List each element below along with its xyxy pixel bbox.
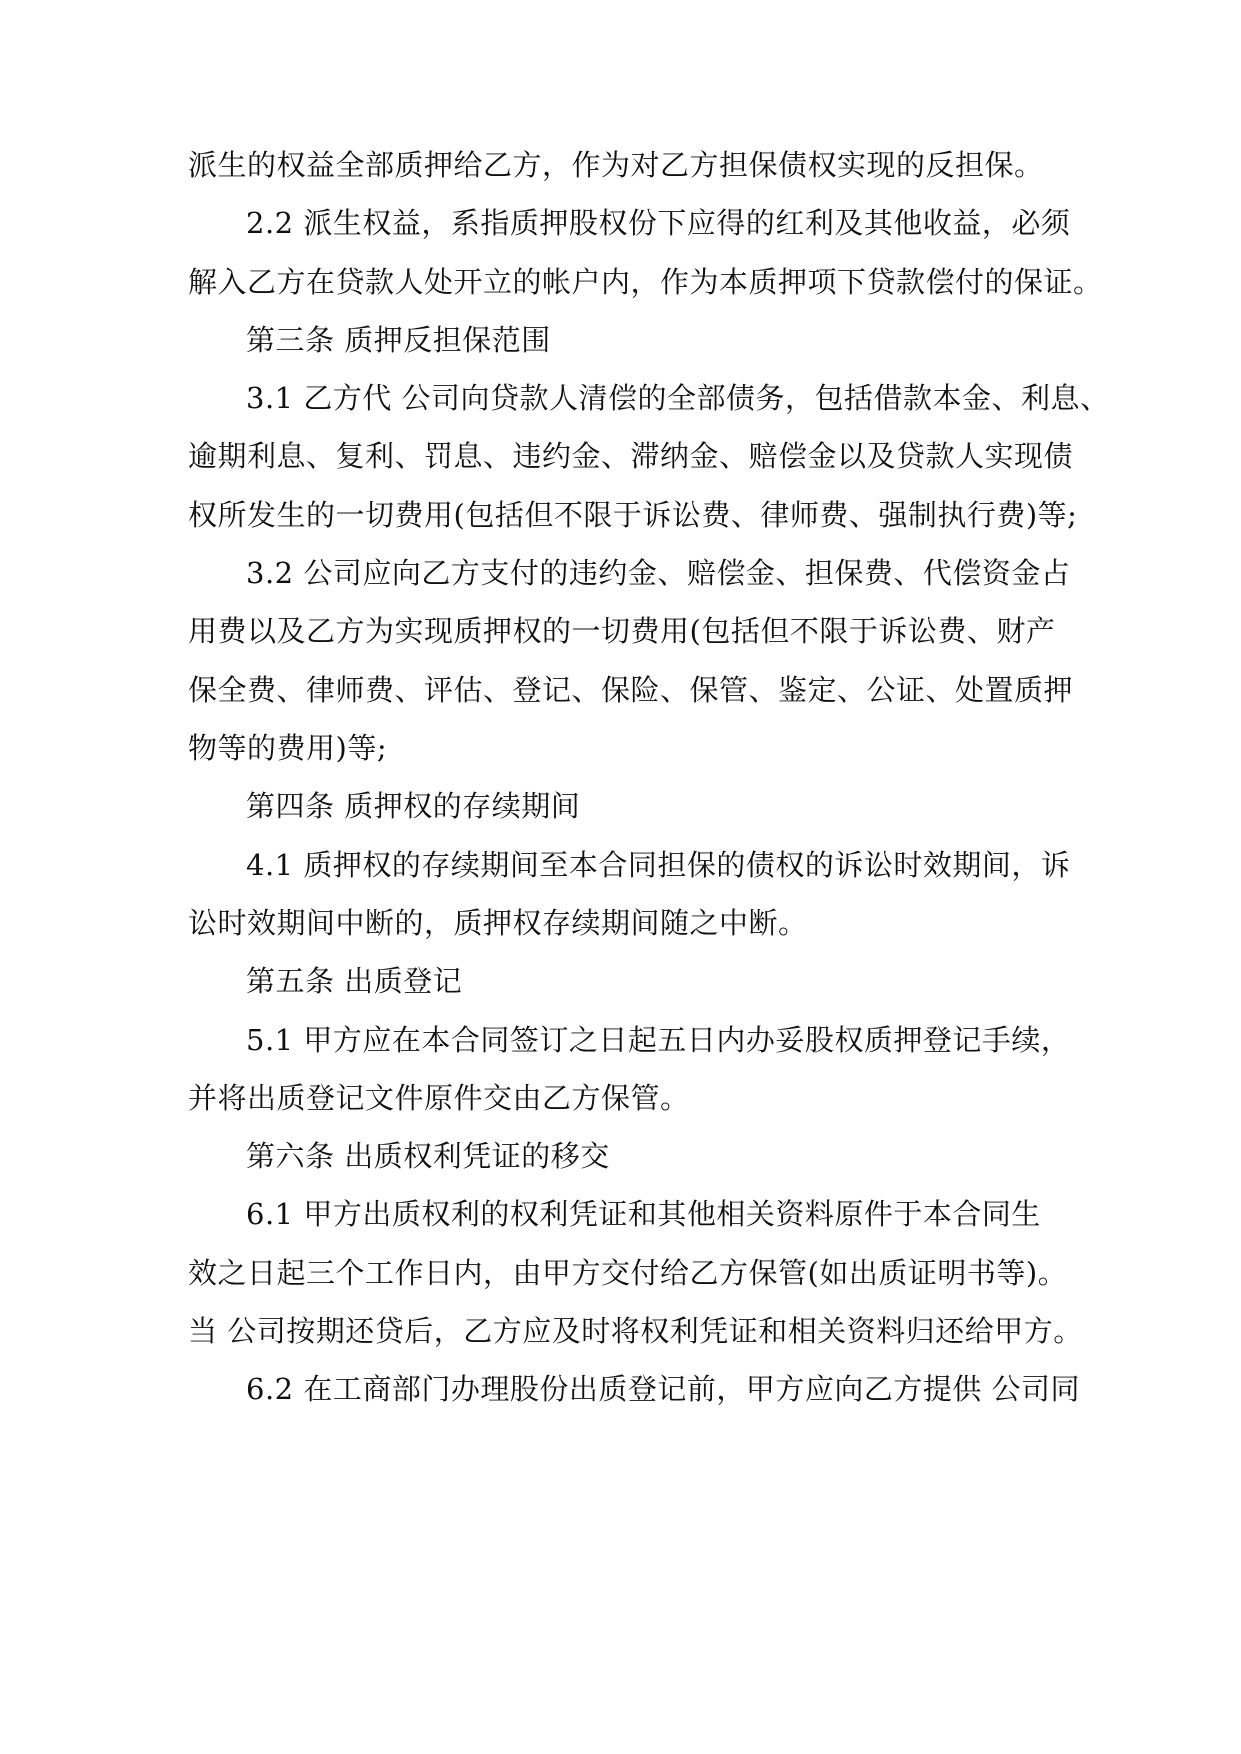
text-line: 保全费、律师费、评估、登记、保险、保管、鉴定、公证、处置质押 <box>188 673 1074 707</box>
text-line: 权所发生的一切费用(包括但不限于诉讼费、律师费、强制执行费)等; <box>188 498 1078 532</box>
text-line: 派生的权益全部质押给乙方，作为对乙方担保债权实现的反担保。 <box>188 148 1044 182</box>
clause-6-2: 6.2 在工商部门办理股份出质登记前，甲方应向乙方提供 公司同 <box>246 1372 1081 1406</box>
article-5-heading: 第五条 出质登记 <box>246 964 463 998</box>
clause-6-1: 6.1 甲方出质权利的权利凭证和其他相关资料原件于本合同生 <box>246 1197 1041 1231</box>
text-line: 逾期利息、复利、罚息、违约金、滞纳金、赔偿金以及贷款人实现债 <box>188 439 1074 473</box>
clause-5-1: 5.1 甲方应在本合同签订之日起五日内办妥股权质押登记手续， <box>246 1023 1071 1057</box>
clause-3-1: 3.1 乙方代 公司向贷款人清偿的全部债务，包括借款本金、利息、 <box>246 381 1110 415</box>
article-6-heading: 第六条 出质权利凭证的移交 <box>246 1139 610 1173</box>
article-4-heading: 第四条 质押权的存续期间 <box>246 789 581 823</box>
text-line: 讼时效期间中断的，质押权存续期间随之中断。 <box>188 906 808 940</box>
text-line: 用费以及乙方为实现质押权的一切费用(包括但不限于诉讼费、财产 <box>188 614 1056 648</box>
text-line: 解入乙方在贷款人处开立的帐户内，作为本质押项下贷款偿付的保证。 <box>188 265 1103 299</box>
text-line: 物等的费用)等; <box>188 731 388 765</box>
clause-4-1: 4.1 质押权的存续期间至本合同担保的债权的诉讼时效期间，诉 <box>246 848 1071 882</box>
text-line: 当 公司按期还贷后，乙方应及时将权利凭证和相关资料归还给甲方。 <box>188 1314 1083 1348</box>
clause-2-2: 2.2 派生权益，系指质押股权份下应得的红利及其他收益，必须 <box>246 206 1071 240</box>
clause-3-2: 3.2 公司应向乙方支付的违约金、赔偿金、担保费、代偿资金占 <box>246 556 1071 590</box>
article-3-heading: 第三条 质押反担保范围 <box>246 323 551 357</box>
text-line: 并将出质登记文件原件交由乙方保管。 <box>188 1081 690 1115</box>
text-line: 效之日起三个工作日内，由甲方交付给乙方保管(如出质证明书等)。 <box>188 1256 1068 1290</box>
